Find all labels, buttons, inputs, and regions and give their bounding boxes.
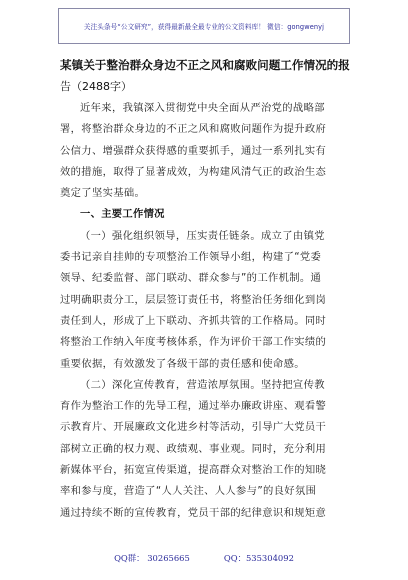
- section-heading: 一、主要工作情况: [80, 208, 165, 221]
- body-line: （一）强化组织领导，压实责任链条。成立了由镇党: [80, 229, 325, 242]
- body-line: 通过持续不断的宣传教育，党员干部的纪律意识和规矩意: [60, 506, 327, 519]
- title-line-2: 告（2488字）: [60, 80, 132, 93]
- body-line: （二）深化宣传教育，营造浓厚氛围。坚持把宣传教: [80, 378, 325, 391]
- footer-qq-group: QQ群： 30265665: [114, 553, 190, 563]
- body-line: 领导、纪委监督、部门联动、群众参与”的工作机制。通: [60, 272, 322, 285]
- body-line: 将整治工作纳入年度考核体系，作为评价干部工作实绩的: [60, 336, 327, 349]
- body-line: 署，将整治群众身边的不正之风和腐败问题作为提升政府: [60, 123, 327, 136]
- body-line: 示教育片、开展廉政文化进乡村等活动，引导广大党员干: [60, 421, 327, 434]
- body-line: 奠定了坚实基础。: [60, 187, 146, 200]
- body-line: 率和参与度，营造了“人人关注、人人参与”的良好氛围: [60, 485, 317, 498]
- body-line: 重要依据，有效激发了各级干部的责任感和使命感。: [60, 357, 305, 370]
- footer-contact: [0, 552, 408, 564]
- body-line: 近年来，我镇深入贯彻党中央全面从严治党的战略部: [80, 102, 325, 114]
- body-line: 部树立正确的权力观、政绩观、事业观。同时，充分利用: [60, 442, 327, 455]
- document-title: [60, 54, 360, 98]
- body-line: 责任到人，形成了上下联动、齐抓共管的工作格局。同时: [60, 314, 327, 327]
- banner-text: 关注头条号“公文研究”，获得最新最全最专业的公文资料库！ 微信：gongwenyj: [83, 23, 325, 31]
- document-body: [60, 98, 352, 524]
- body-line: 公信力、增强群众获得感的重要抓手，通过一系列扎实有: [60, 144, 327, 157]
- footer-qq-number: QQ：535304092: [223, 553, 294, 563]
- title-line-1: 某镇关于整治群众身边不正之风和腐败问题工作情况的报: [60, 58, 350, 72]
- header-banner: [58, 8, 350, 44]
- body-line: 新媒体平台，拓宽宣传渠道，提高群众对整治工作的知晓: [60, 464, 327, 477]
- body-line: 育作为整治工作的先导工程，通过举办廉政讲座、观看警: [60, 400, 327, 413]
- body-line: 委书记亲自挂帅的专项整治工作领导小组，构建了“党委: [60, 251, 322, 264]
- body-line: 效的措施，取得了显著成效，为构建风清气正的政治生态: [60, 165, 327, 178]
- body-line: 过明确职责分工，层层签订责任书，将整治任务细化到岗: [60, 293, 327, 306]
